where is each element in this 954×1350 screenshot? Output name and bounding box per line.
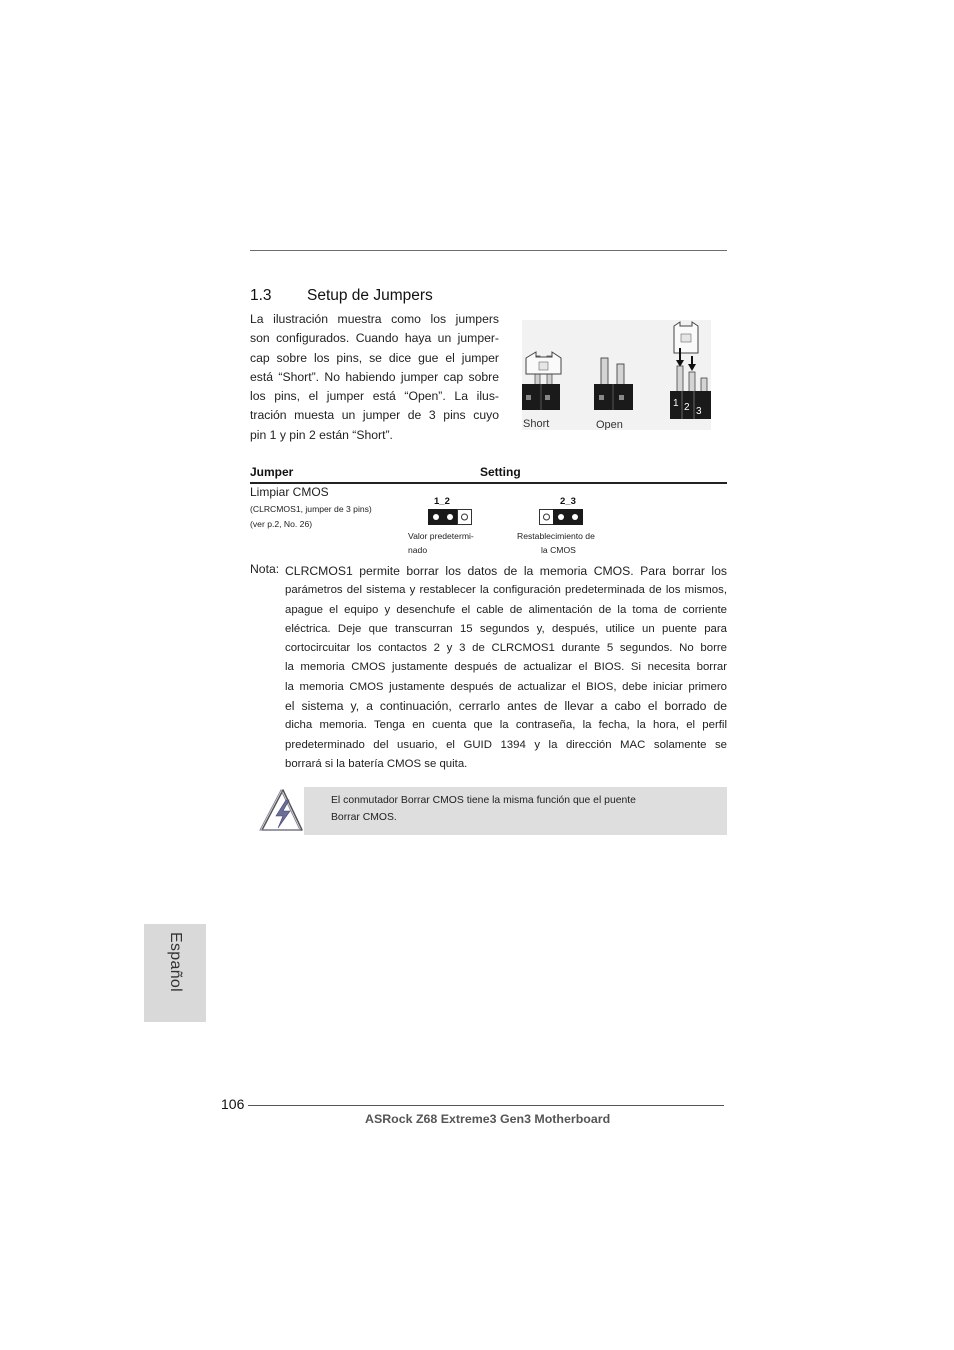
warning-line: El conmutador Borrar CMOS tiene la misma función que el puente <box>331 795 636 806</box>
intro-line: está “Short”. No habiendo jumper cap sobre <box>250 369 499 384</box>
short-label: Short <box>523 418 550 430</box>
table-header-setting: Setting <box>480 465 521 479</box>
intro-line: cap sobre los pins, se dice gue el jumper <box>250 350 499 365</box>
nota-label: Nota: <box>250 562 280 576</box>
nota-line: apague el equipo y desenchufe el cable de alimentación de la toma de corriente <box>285 603 727 616</box>
setting-a-caption-cont: nado <box>408 545 428 555</box>
nota-line: dicha memoria. Tenga en cuenta que la contraseña, la fecha, la hora, el perfil <box>285 719 727 732</box>
setting-b-pins-icon <box>539 509 583 525</box>
nota-line: el sistema y, a continuación, cerrarlo antes de llevar a cabo el borrado de <box>285 699 727 714</box>
intro-line: pin 1 y pin 2 están “Short”. <box>250 427 393 442</box>
nota-line: borrará si la batería CMOS se quita. <box>285 757 468 770</box>
warning-text <box>331 793 636 826</box>
setting-b-caption-cont: la CMOS <box>541 545 576 555</box>
intro-line: los pins, el jumper está “Open”. La ilus- <box>250 389 499 404</box>
pin-number-1: 1 <box>673 398 679 409</box>
language-side-tab-label: Español <box>167 932 184 992</box>
section-number: 1.3 <box>250 287 272 304</box>
footer-rule <box>248 1105 724 1106</box>
nota-line: la memoria CMOS justamente después de actualizar el BIOS, debe iniciar primero <box>285 680 727 693</box>
jumper-illustration <box>522 320 711 430</box>
setting-b-pins-label: 2_3 <box>560 496 576 507</box>
nota-paragraph <box>285 562 727 774</box>
top-divider <box>250 250 727 251</box>
setting-a-pins-label: 1_2 <box>434 496 450 507</box>
open-jumper <box>594 358 633 410</box>
intro-line: La ilustración muestra como los jumpers <box>250 312 499 326</box>
jumper-note: (CLRCMOS1, jumper de 3 pins) <box>250 504 372 514</box>
pin-number-2: 2 <box>684 402 690 413</box>
nota-line: cortocircuitar los contactos 2 y 3 de CLRCMOS1 durante 5 segundos. No borre <box>285 642 727 655</box>
open-label: Open <box>596 419 623 430</box>
nota-line: eléctrica. Deje que transcurran 15 segundos y, después, utilice un puente para <box>285 622 727 635</box>
short-jumper <box>522 352 561 410</box>
setting-a-caption: Valor predetermi- <box>408 531 474 541</box>
table-header-rule <box>250 482 727 484</box>
nota-line: predeterminado del usuario, el GUID 1394 y la dirección MAC solamente se <box>285 738 727 751</box>
nota-line: CLRCMOS1 permite borrar los datos de la memoria CMOS. Para borrar los <box>285 564 727 578</box>
jumper-reference: (ver p.2, No. 26) <box>250 519 313 529</box>
jumper-name: Limpiar CMOS <box>250 485 329 499</box>
intro-line: son configurados. Cuando haya un jumper- <box>250 331 499 346</box>
setting-b-caption: Restablecimiento de <box>517 531 595 541</box>
page-number: 106 <box>221 1096 245 1112</box>
table-header-jumper: Jumper <box>250 465 294 479</box>
intro-paragraph <box>250 310 499 445</box>
footer-text: ASRock Z68 Extreme3 Gen3 Motherboard <box>365 1112 611 1126</box>
warning-lightning-icon <box>256 787 306 835</box>
setting-a-pins-icon <box>428 509 472 525</box>
nota-line: parámetros del sistema y restablecer la configuración predeterminada de los mismos, <box>285 584 727 597</box>
nota-line: la memoria CMOS justamente después de actualizar el BIOS. Si necesita borrar <box>285 661 727 674</box>
jumper-diagram <box>522 320 711 430</box>
warning-line: Borrar CMOS. <box>331 811 397 823</box>
pin-number-3: 3 <box>696 406 702 417</box>
section-title: Setup de Jumpers <box>307 287 433 304</box>
intro-line: tración muesta un jumper de 3 pins cuyo <box>250 408 499 423</box>
